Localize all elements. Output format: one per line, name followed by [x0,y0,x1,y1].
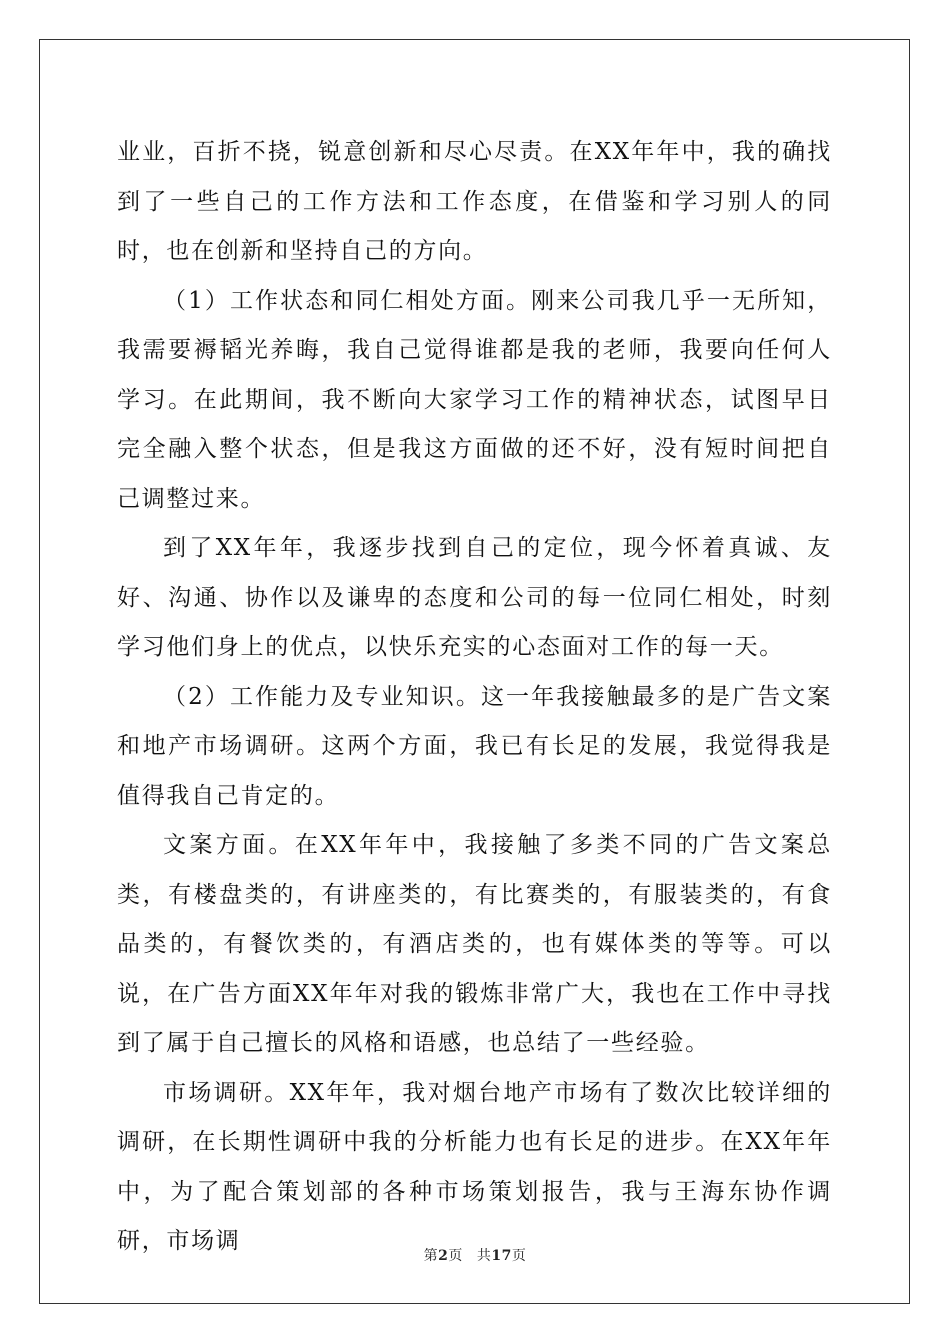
total-prefix: 共 [476,1248,492,1264]
paragraph-3: 到了XX年年，我逐步找到自己的定位，现今怀着真诚、友好、沟通、协作以及谦卑的态度和公司的每一位同仁相处，时刻学习他们身上的优点，以快乐充实的心态面对工作的每一天。 [117,535,832,660]
paragraph-5: 文案方面。在XX年年中，我接触了多类不同的广告文案总类，有楼盘类的，有讲座类的，有比赛类的，有服装类的，有食品类的，有餐饮类的，有酒店类的，也有媒体类的等等。可以说，在广告方面XX年年对我的锻炼非常广大，我也在工作中寻找到了属于自己擅长的风格和语感，也总结了一些经验。 [117,832,832,1056]
total-pages: 17 [491,1248,512,1264]
document-body [117,128,832,1267]
paragraph-1: 业业，百折不挠，锐意创新和尽心尽责。在XX年年中，我的确找到了一些自己的工作方法和工作态度，在借鉴和学习别人的同时，也在创新和坚持自己的方向。 [117,139,832,264]
page-prefix: 第 [423,1248,439,1264]
page-footer [0,1245,950,1265]
page-suffix: 页 [448,1248,463,1264]
paragraph-6: 市场调研。XX年年，我对烟台地产市场有了数次比较详细的调研，在长期性调研中我的分析能力也有长足的进步。在XX年年中，为了配合策划部的各种市场策划报告，我与王海东协作调研，市场调 [117,1079,832,1254]
paragraph-4: （2）工作能力及专业知识。这一年我接触最多的是广告文案和地产市场调研。这两个方面，我已有长足的发展，我觉得我是值得我自己肯定的。 [117,683,832,809]
page-number: 2 [438,1248,449,1264]
paragraph-2: （1）工作状态和同仁相处方面。刚来公司我几乎一无所知，我需要褥韬光养晦，我自己觉得谁都是我的老师，我要向任何人学习。在此期间，我不断向大家学习工作的精神状态，试图早日完全融入整个状态，但是我这方面做的还不好，没有短时间把自己调整过来。 [117,287,832,512]
total-suffix: 页 [511,1248,527,1264]
